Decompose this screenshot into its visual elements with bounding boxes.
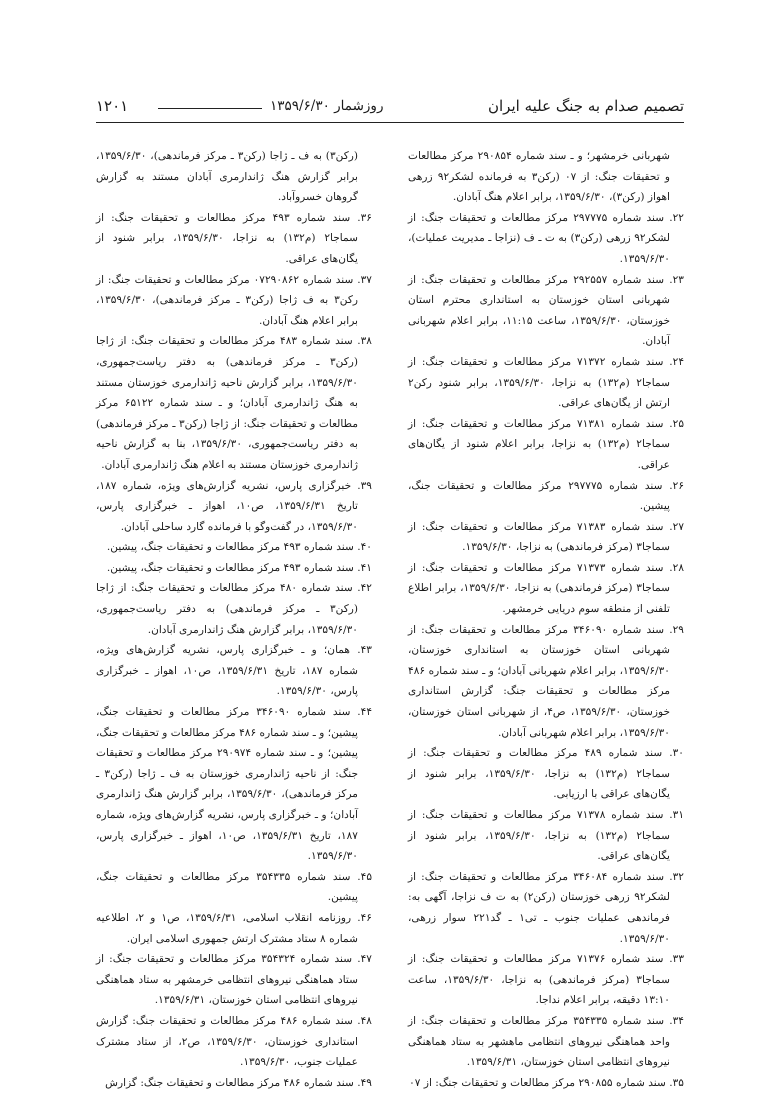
footnote-item: ۴۷. سند شماره ۳۵۴۳۲۴ مرکز مطالعات و تحقیقات جنگ: از ستاد هماهنگی نیروهای انتظامی خرمشهر به ستاد هماهنگی نیروهای انتظامی استان خوزستان، ۱۳۵۹/۶/۳۱.	[96, 953, 372, 1007]
footnote-item: ۴۱. سند شماره ۴۹۳ مرکز مطالعات و تحقیقات جنگ، پیشین.	[106, 561, 372, 574]
footnote-item: ۴۰. سند شماره ۴۹۳ مرکز مطالعات و تحقیقات جنگ، پیشین.	[106, 541, 372, 554]
footnote-item: ۳۳. سند شماره ۷۱۳۷۶ مرکز مطالعات و تحقیقات جنگ: از سماجا۳ (مرکز فرماندهی) به نزاجا، ۱۳۵۹/۶/۳۰، ساعت ۱۳:۱۰ دقیقه، برابر اعلام نداجا.	[408, 953, 685, 1007]
footnote-item: شهربانی خرمشهر؛ و ـ سند شماره ۲۹۰۸۵۴ مرکز مطالعات و تحقیقات جنگ: از ۰۷ (رکن۳ به فرمانده لشکر۹۲ زرهی اهواز (رکن۳)، ۱۳۵۹/۶/۳۰، برابر اعلام هنگ آبادان.	[408, 150, 671, 204]
footnote-item: ۴۹. سند شماره ۴۸۶ مرکز مطالعات و تحقیقات جنگ: گزارش	[105, 1076, 372, 1089]
footnote-item: ۳۷. سند شماره ۰۷۲۹۰۸۶۲ مرکز مطالعات و تحقیقات جنگ: از رکن۳ به ف ژاجا (رکن۳ ـ مرکز فرماندهی)، ۱۳۵۹/۶/۳۰، برابر اعلام هنگ آبادان.	[96, 273, 372, 327]
header-rule	[158, 108, 262, 109]
header-divider	[96, 122, 684, 123]
page-number: ۱۲۰۱	[96, 97, 129, 115]
footnote-item: ۴۴. سند شماره ۳۴۶۰۹۰ مرکز مطالعات و تحقیقات جنگ، پیشین؛ و ـ سند شماره ۴۸۶ مرکز مطالعات و تحقیقات جنگ، پیشین؛ و ـ سند شماره ۲۹۰۹۷۴ مرکز مطالعات و تحقیقات جنگ: از ناحیه ژاندارمری خوزستان به ف ـ ژاجا (رکن۳ ـ مرکز فرماندهی)، ۱۳۵۹/۶/۳۰، برابر گزارش هنگ ژاندارمری آبادان؛ و ـ خبرگزاری پارس، نشریه گزارش‌های ویژه، شماره ۱۸۷، تاریخ ۱۳۵۹/۶/۳۱، ص۱۰، اهواز ـ خبرگزاری پارس، ۱۳۵۹/۶/۳۰.	[96, 706, 373, 863]
footnote-item: ۳۶. سند شماره ۴۹۳ مرکز مطالعات و تحقیقات جنگ: از سماجا۲ (م۱۳۲) به نزاجا، ۱۳۵۹/۶/۳۰، برابر شنود از یگان‌های عراقی.	[96, 211, 372, 265]
footnote-item: ۳۵. سند شماره ۲۹۰۸۵۵ مرکز مطالعات و تحقیقات جنگ: از ۰۷	[409, 1076, 684, 1089]
footnote-item: ۴۵. سند شماره ۳۵۴۳۳۵ مرکز مطالعات و تحقیقات جنگ، پیشین.	[96, 870, 373, 904]
book-title: تصمیم صدام به جنگ علیه ایران	[488, 97, 684, 115]
footnote-item: ۴۳. همان؛ و ـ خبرگزاری پارس، نشریه گزارش‌های ویژه، شماره ۱۸۷، تاریخ ۱۳۵۹/۶/۳۱، ص۱۰، اهواز ـ خبرگزاری پارس، ۱۳۵۹/۶/۳۰.	[96, 644, 372, 698]
footnote-item: (رکن۳) به ف ـ ژاجا (رکن۳ ـ مرکز فرماندهی)، ۱۳۵۹/۶/۳۰، برابر گزارش هنگ ژاندارمری آبادان مستند به گزارش گروهان خسروآباد.	[96, 150, 358, 204]
footnote-item: ۲۹. سند شماره ۳۴۶۰۹۰ مرکز مطالعات و تحقیقات جنگ: از شهربانی استان خوزستان به استانداری خوزستان، ۱۳۵۹/۶/۳۰، برابر اعلام شهربانی آبادان؛ و ـ سند شماره ۴۸۶ مرکز مطالعات و تحقیقات جنگ: گزارش استانداری خوزستان، ۱۳۵۹/۶/۳۰، ص۴، از شهربانی استان خوزستان، ۱۳۵۹/۶/۳۰، برابر اعلام شهربانی آبادان.	[408, 623, 684, 739]
footnote-item: ۳۸. سند شماره ۴۸۳ مرکز مطالعات و تحقیقات جنگ: از ژاجا (رکن۳ ـ مرکز فرماندهی) به دفتر ریاست‌جمهوری، ۱۳۵۹/۶/۳۰، برابر گزارش ناحیه ژاندارمری خوزستان مستند به هنگ ژاندارمری آبادان؛ و ـ سند شماره ۶۵۱۲۲ مرکز مطالعات و تحقیقات جنگ: از ژاجا (رکن۳ ـ مرکز فرماندهی) به دفتر ریاست‌جمهوری، ۱۳۵۹/۶/۳۰، بنا به گزارش ناحیه ژاندارمری خوزستان مستند به اعلام هنگ ژاندارمری آبادان.	[96, 335, 372, 471]
footnote-item: ۳۱. سند شماره ۷۱۳۷۸ مرکز مطالعات و تحقیقات جنگ: از سماجا۲ (م۱۳۲) به نزاجا، ۱۳۵۹/۶/۳۰، برابر شنود از یگان‌های عراقی.	[408, 809, 685, 863]
page-header	[96, 96, 684, 124]
footnote-item: ۳۲. سند شماره ۳۴۶۰۸۴ مرکز مطالعات و تحقیقات جنگ: از لشکر۹۲ زرهی خوزستان (رکن۲) به ت ف نزاجا، آگهی به: فرماندهی عملیات جنوب ـ تی۱ ـ گد۲۲۱ سوار زرهی، ۱۳۵۹/۶/۳۰.	[408, 870, 684, 945]
footnote-item: ۳۰. سند شماره ۴۸۹ مرکز مطالعات و تحقیقات جنگ: از سماجا۲ (م۱۳۲) به نزاجا، ۱۳۵۹/۶/۳۰، برابر شنود از یگان‌های عراقی با ارزیابی.	[408, 747, 684, 801]
footnote-item: ۳۴. سند شماره ۳۵۴۳۳۵ مرکز مطالعات و تحقیقات جنگ: از واحد هماهنگی نیروهای انتظامی ماهشهر به ستاد هماهنگی نیروهای انتظامی استان خوزستان، ۱۳۵۹/۶/۳۱.	[408, 1014, 684, 1069]
footnote-item: ۲۴. سند شماره ۷۱۳۷۲ مرکز مطالعات و تحقیقات جنگ: از سماجا۲ (م۱۳۲) به نزاجا، ۱۳۵۹/۶/۳۰، برابر شنود رکن۲ ارتش از یگان‌های عراقی.	[408, 355, 685, 410]
footnote-item: ۲۲. سند شماره ۲۹۷۷۷۵ مرکز مطالعات و تحقیقات جنگ: از لشکر۹۲ زرهی (رکن۳) به ت ـ ف (نزاجا ـ مدیریت عملیات)، ۱۳۵۹/۶/۳۰.	[408, 211, 684, 265]
footnote-item: ۴۲. سند شماره ۴۸۰ مرکز مطالعات و تحقیقات جنگ: از ژاجا (رکن۳ ـ مرکز فرماندهی) به دفتر ریاست‌جمهوری، ۱۳۵۹/۶/۳۰، برابر گزارش هنگ ژاندارمری آبادان.	[96, 582, 372, 636]
footnote-item: ۲۷. سند شماره ۷۱۳۸۳ مرکز مطالعات و تحقیقات جنگ: از سماجا۳ (مرکز فرماندهی) به نزاجا، ۱۳۵۹/۶/۳۰.	[408, 520, 685, 554]
footnote-item: ۲۳. سند شماره ۲۹۲۵۵۷ مرکز مطالعات و تحقیقات جنگ: از شهربانی استان خوزستان به استانداری محترم استان خوزستان، ۱۳۵۹/۶/۳۰، ساعت ۱۱:۱۵، برابر اعلام شهربانی آبادان.	[408, 273, 684, 348]
footnote-item: ۴۶. روزنامه انقلاب اسلامی، ۱۳۵۹/۶/۳۱، ص۱ و ۲، اطلاعیه شماره ۸ ستاد مشترک ارتش جمهوری اسلامی ایران.	[96, 911, 372, 945]
footnote-item: ۲۸. سند شماره ۷۱۳۷۳ مرکز مطالعات و تحقیقات جنگ: از سماجا۳ (مرکز فرماندهی) به نزاجا، ۱۳۵۹/۶/۳۰، برابر اطلاع تلفنی از منطقه سوم دریایی خرمشهر.	[408, 561, 685, 616]
footnote-item: ۲۵. سند شماره ۷۱۳۸۱ مرکز مطالعات و تحقیقات جنگ: از سماجا۲ (م۱۳۲) به نزاجا، برابر اعلام شنود از یگان‌های عراقی.	[408, 417, 685, 471]
footnote-item: ۲۶. سند شماره ۲۹۷۷۷۵ مرکز مطالعات و تحقیقات جنگ، پیشین.	[408, 479, 685, 513]
footnote-item: ۳۹. خبرگزاری پارس، نشریه گزارش‌های ویژه، شماره ۱۸۷، تاریخ ۱۳۵۹/۶/۳۱، ص۱۰، اهواز ـ خبرگزاری پارس، ۱۳۵۹/۶/۳۰، در گفت‌وگو با فرمانده گارد ساحلی آبادان.	[96, 479, 372, 533]
footnote-item: ۴۸. سند شماره ۴۸۶ مرکز مطالعات و تحقیقات جنگ: گزارش استانداری خوزستان، ۱۳۵۹/۶/۳۰، ص۲، از ستاد مشترک عملیات جنوب، ۱۳۵۹/۶/۳۰.	[96, 1014, 372, 1069]
left-column	[96, 146, 372, 1093]
right-column	[408, 146, 684, 1093]
header-date: روزشمار ۱۳۵۹/۶/۳۰	[270, 98, 384, 114]
